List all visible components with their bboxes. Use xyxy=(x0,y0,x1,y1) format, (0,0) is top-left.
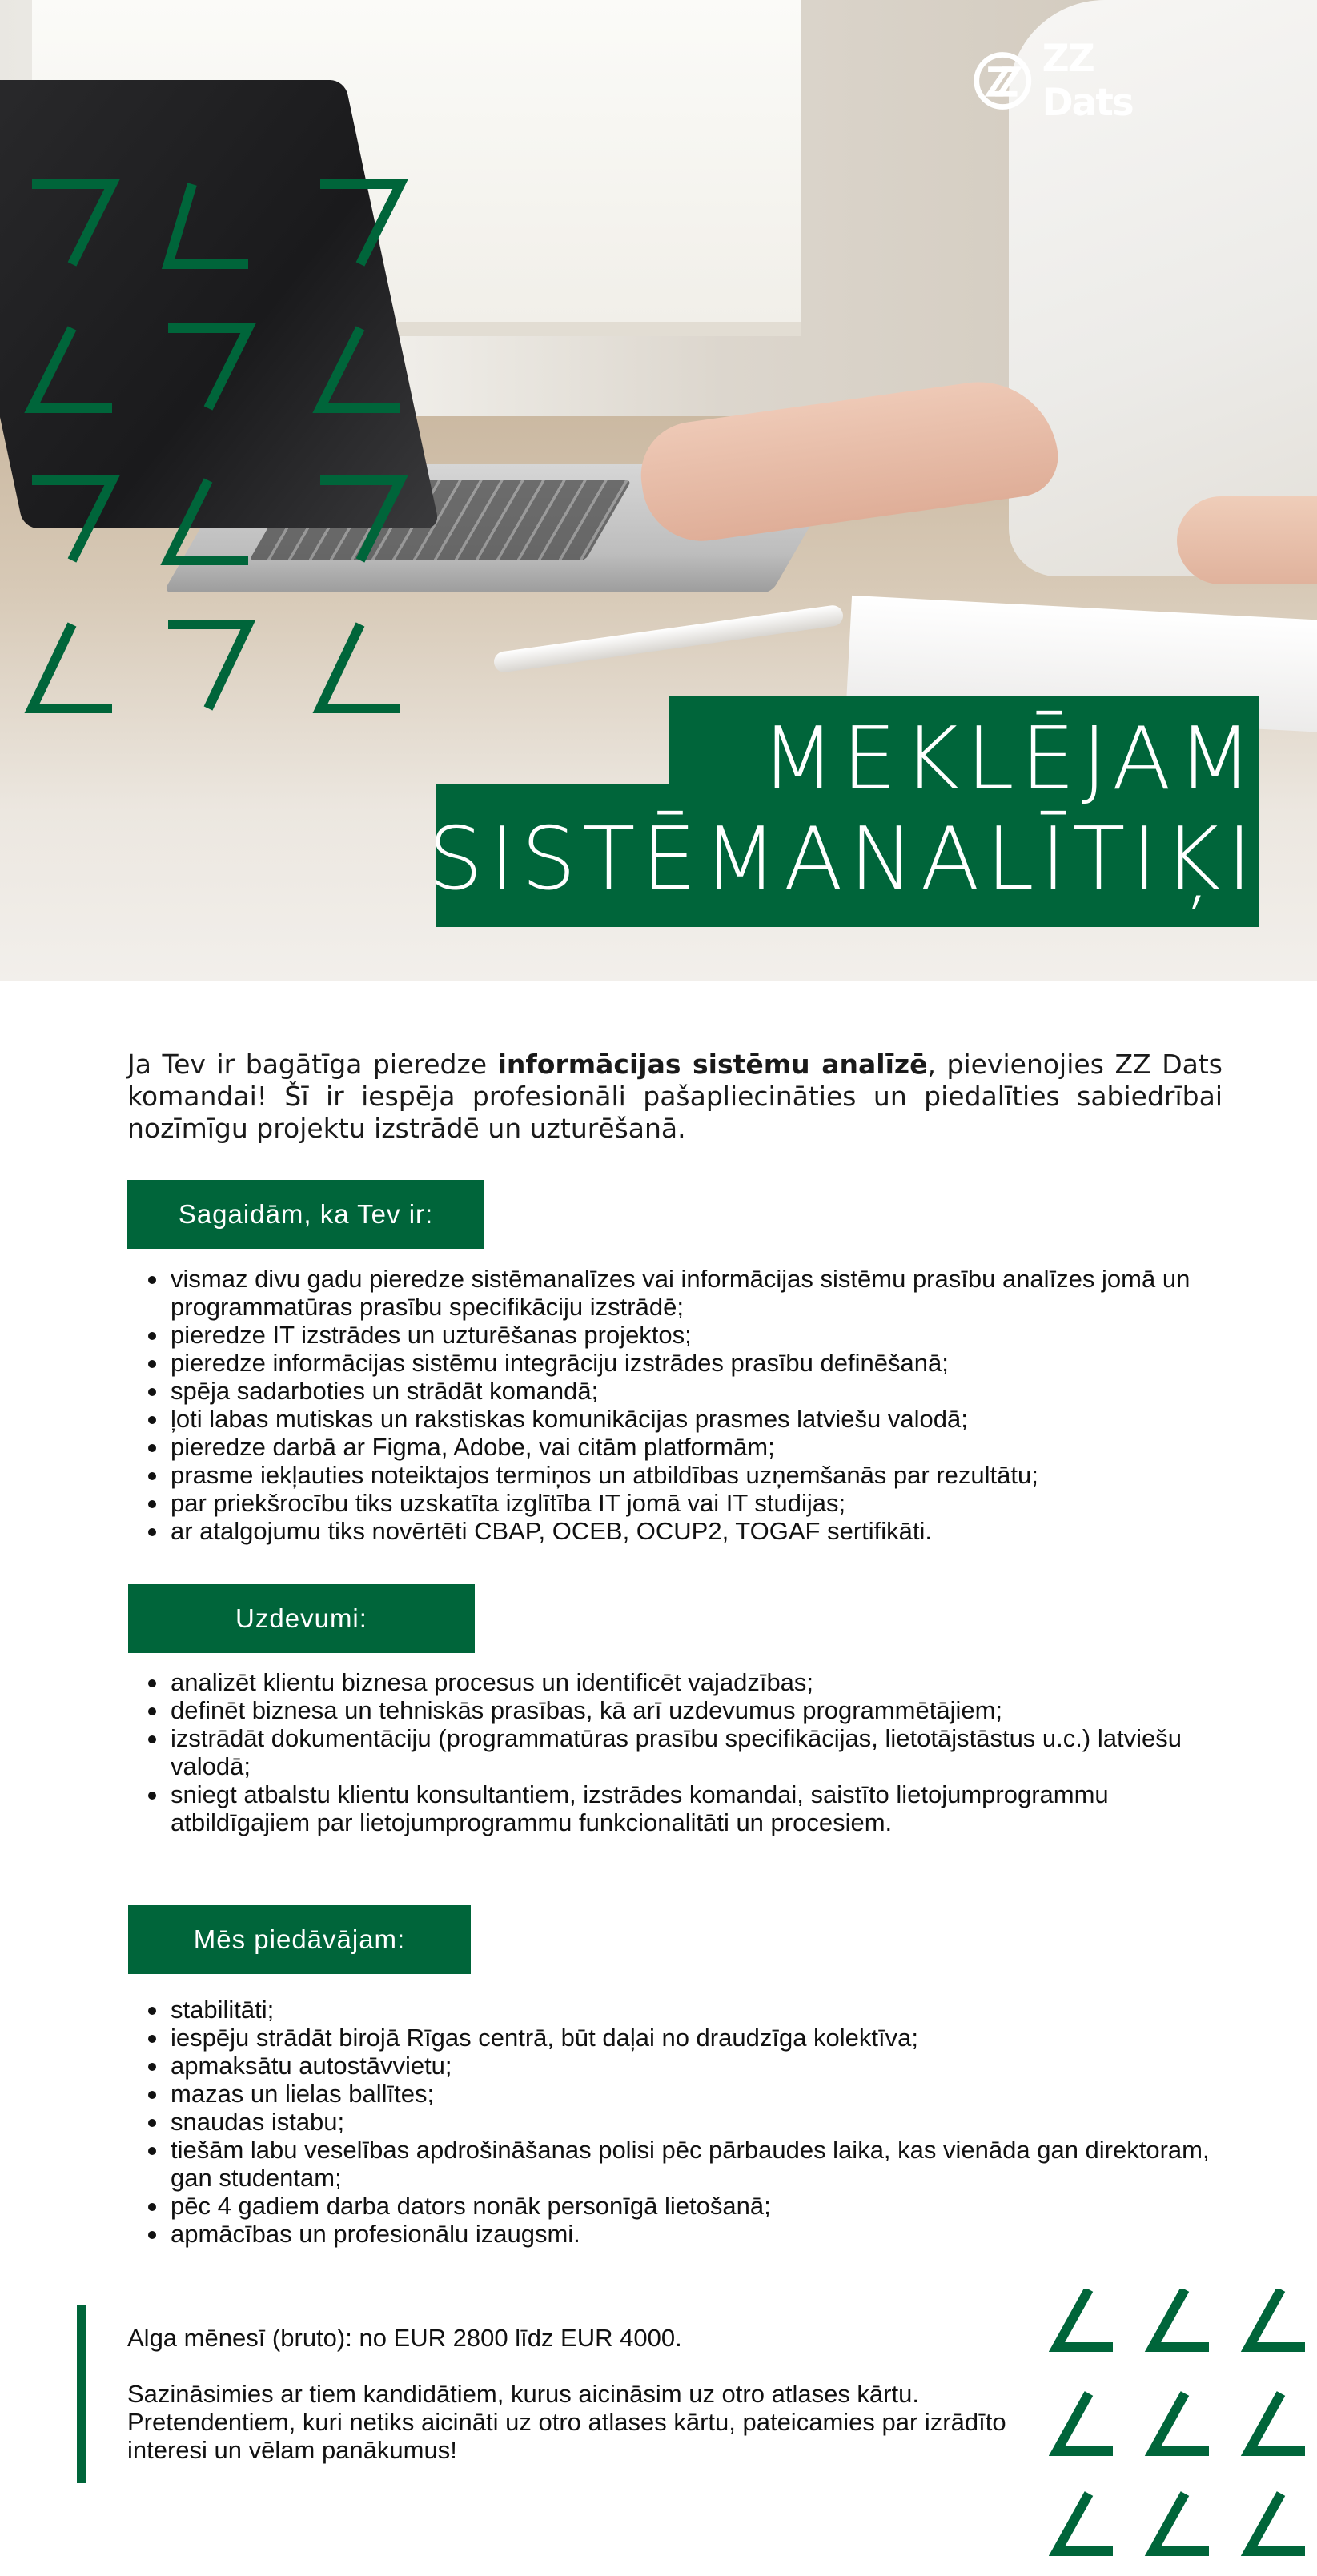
list-item: sniegt atbalstu klientu konsultantiem, izstrādes komandai, saistīto lietojumprogrammu atbildīgajiem par lietojumprogrammu funkcionalitāti un procesiem. xyxy=(144,1780,1233,1836)
intro-paragraph xyxy=(127,1049,1223,1145)
list-item: spēja sadarboties un strādāt komandā; xyxy=(144,1377,1233,1405)
requirements-heading: Sagaidām, ka Tev ir: xyxy=(127,1180,484,1249)
list-item: izstrādāt dokumentāciju (programmatūras prasību specifikācijas, lietotājstāstus u.c.) latviešu valodā; xyxy=(144,1724,1233,1780)
list-item: apmācības un profesionālu izaugsmi. xyxy=(144,2220,1233,2248)
hero-hand-right xyxy=(1177,496,1317,584)
list-item: pieredze informācijas sistēmu integrāciju izstrādes prasību definēšanā; xyxy=(144,1349,1233,1377)
salary-text: Alga mēnesī (bruto): no EUR 2800 līdz EUR 4000. xyxy=(127,2324,682,2352)
list-item: ļoti labas mutiskas un rakstiskas komunikācijas prasmes latviešu valodā; xyxy=(144,1405,1233,1433)
brand-name: ZZ Dats xyxy=(1042,37,1133,125)
list-item: iespēju strādāt birojā Rīgas centrā, būt daļai no draudzīga kolektīva; xyxy=(144,2024,1233,2052)
requirements-list xyxy=(144,1265,1233,1545)
tasks-list xyxy=(144,1668,1233,1836)
headline-line1: MEKLĒJAM xyxy=(761,709,1259,809)
z-pattern-icon xyxy=(24,168,416,728)
list-item: definēt biznesa un tehniskās prasības, kā arī uzdevumus programmētājiem; xyxy=(144,1696,1233,1724)
footer-accent-bar xyxy=(77,2305,86,2483)
list-item: apmaksātu autostāvvietu; xyxy=(144,2052,1233,2080)
list-item: vismaz divu gadu pieredze sistēmanalīzes vai informācijas sistēmu prasību analīzes jomā un programmatūras prasību specifikāciju izstrādē; xyxy=(144,1265,1233,1321)
list-item: par priekšrocību tiks uzskatīta izglītība IT jomā vai IT studijas; xyxy=(144,1489,1233,1517)
list-item: ar atalgojumu tiks novērtēti CBAP, OCEB, OCUP2, TOGAF sertifikāti. xyxy=(144,1517,1233,1545)
list-item: stabilitāti; xyxy=(144,1996,1233,2024)
zz-logo-icon xyxy=(973,50,1033,112)
intro-highlight: informācijas sistēmu analīzē xyxy=(497,1049,928,1080)
headline-line2: SISTĒMANALĪTIĶI xyxy=(428,809,1259,909)
list-item: snaudas istabu; xyxy=(144,2108,1233,2136)
contact-text: Sazināsimies ar tiem kandidātiem, kurus aicināsim uz otro atlases kārtu. Pretendentiem, kuri netiks aicināti uz otro atlases kārtu, pateicamies par izrādīto interesi un vēlam panākumus! xyxy=(127,2380,1006,2464)
brand-logo xyxy=(973,37,1189,125)
list-item: mazas un lielas ballītes; xyxy=(144,2080,1233,2108)
intro-text-1: Ja Tev ir bagātīga pieredze xyxy=(127,1049,498,1080)
offer-list xyxy=(144,1996,1233,2248)
offer-heading: Mēs piedāvājam: xyxy=(128,1905,471,1974)
corner-pattern-icon xyxy=(1049,2289,1317,2576)
list-item: analizēt klientu biznesa procesus un identificēt vajadzības; xyxy=(144,1668,1233,1696)
intro-text-2: , pievienojies ZZ Dats komandai! Šī ir iespēja profesionāli pašapliecināties un piedalīties sabiedrībai nozīmīgu projektu izstrādē un uzturēšanā. xyxy=(127,1049,1223,1144)
tasks-heading: Uzdevumi: xyxy=(128,1584,475,1653)
list-item: pieredze darbā ar Figma, Adobe, vai citām platformām; xyxy=(144,1433,1233,1461)
list-item: prasme iekļauties noteiktajos termiņos un atbildības uzņemšanās par rezultātu; xyxy=(144,1461,1233,1489)
list-item: pēc 4 gadiem darba dators nonāk personīgā lietošanā; xyxy=(144,2192,1233,2220)
list-item: tiešām labu veselības apdrošināšanas polisi pēc pārbaudes laika, kas vienāda gan direktoram, gan studentam; xyxy=(144,2136,1233,2192)
list-item: pieredze IT izstrādes un uzturēšanas projektos; xyxy=(144,1321,1233,1349)
